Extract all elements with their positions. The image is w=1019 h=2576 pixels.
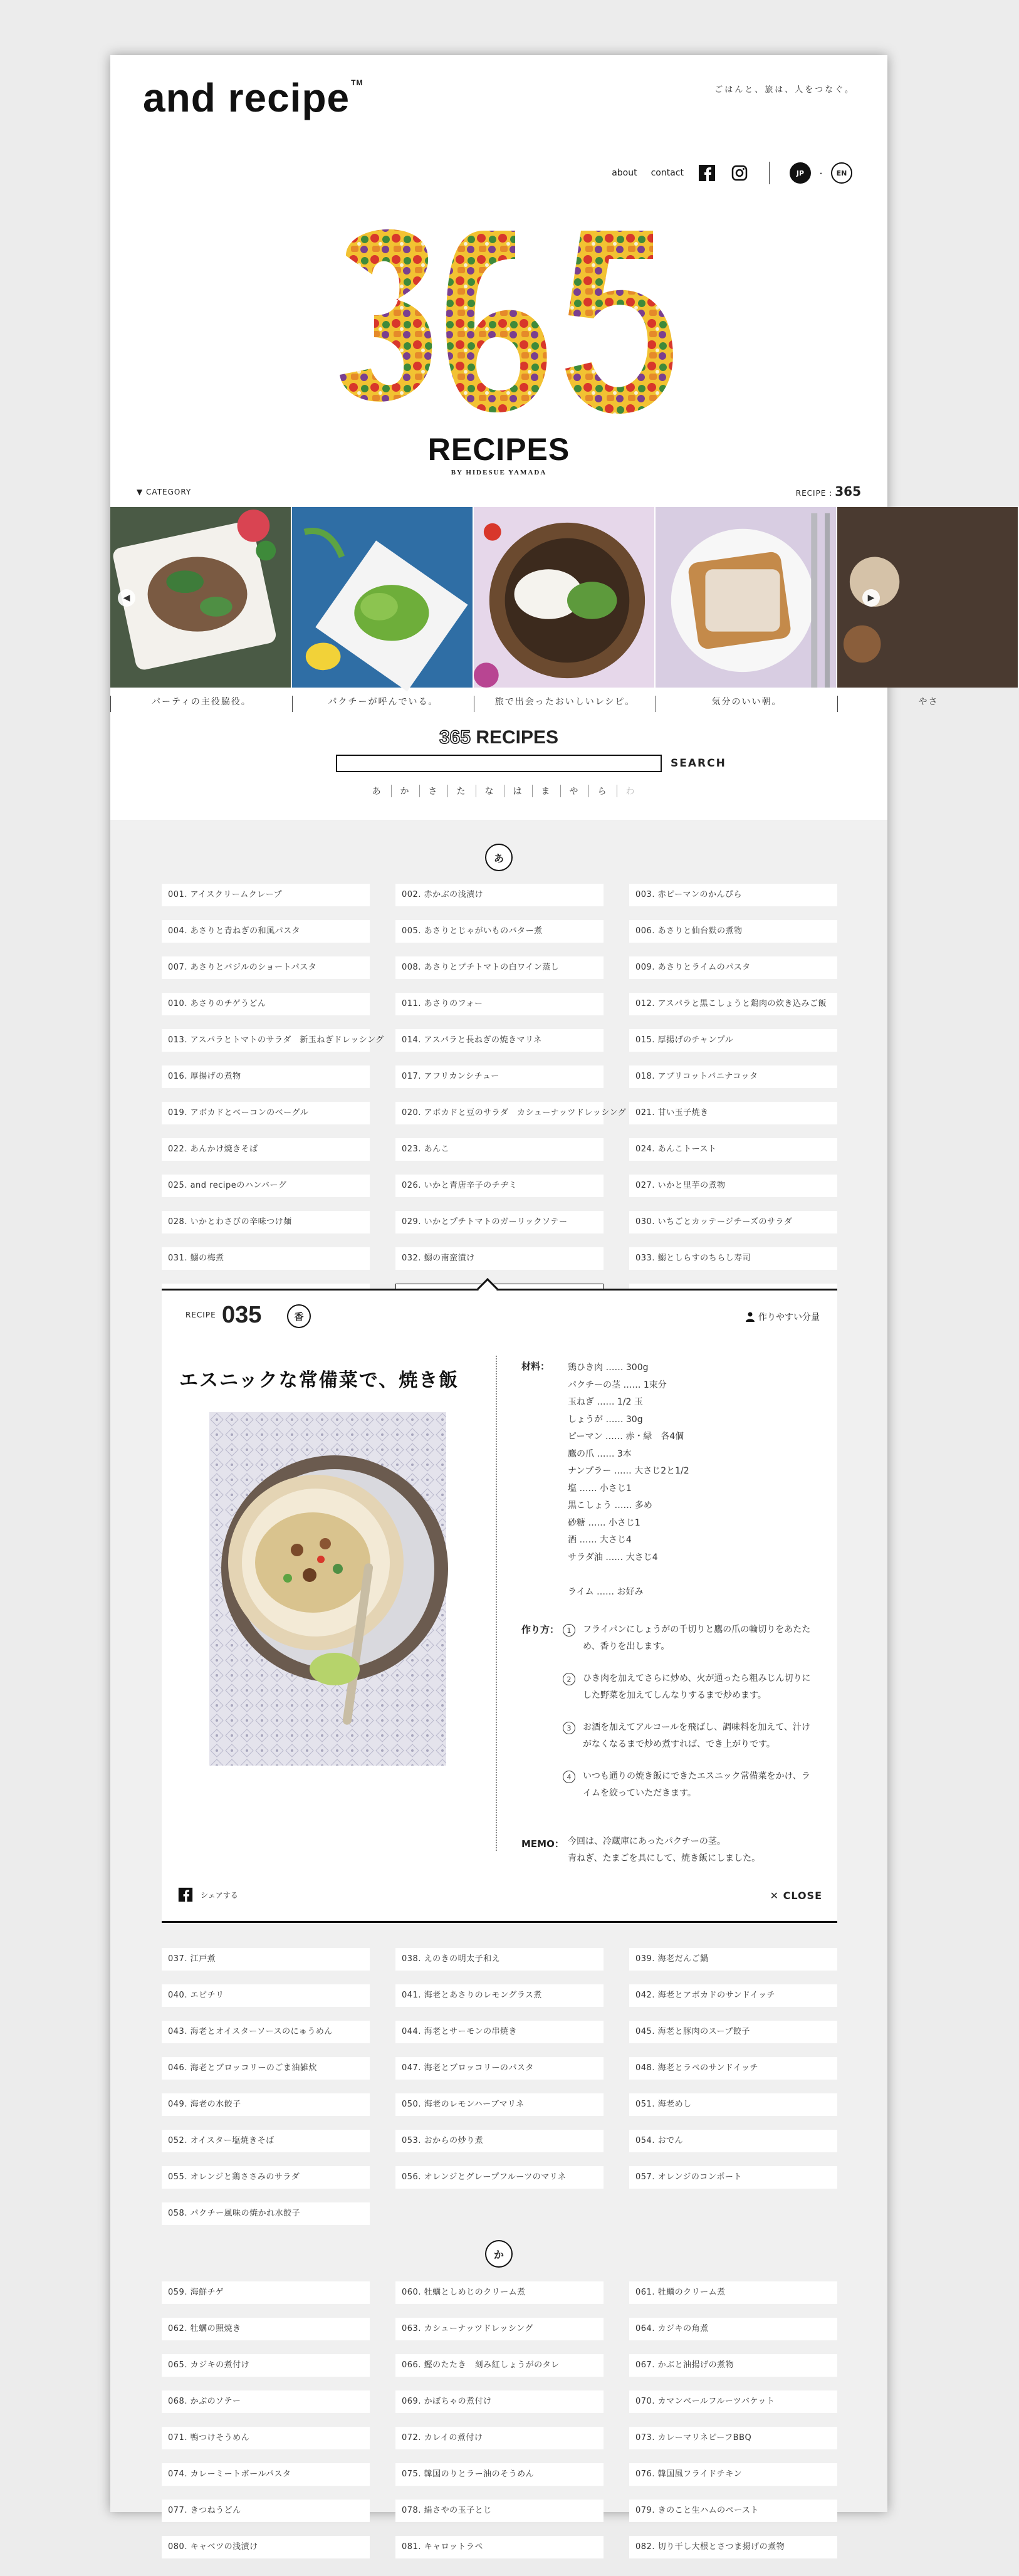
- step-text: フライパンにしょうがの千切りと鷹の爪の輪切りをあたため、香りを出します。: [583, 1625, 811, 1652]
- kana-filter-row: [110, 785, 887, 797]
- search-title-number: 365: [439, 727, 471, 748]
- carousel-prev-button[interactable]: [118, 589, 135, 607]
- recipe-list-item[interactable]: 025. and recipeのハンバーグ: [162, 1175, 370, 1197]
- recipe-list-item[interactable]: 014. アスパラと長ねぎの焼きマリネ: [395, 1029, 604, 1052]
- recipe-list-item[interactable]: 040. エビチリ: [162, 1984, 370, 2007]
- recipe-list-item[interactable]: 077. きつねうどん: [162, 2500, 370, 2522]
- recipe-list-item[interactable]: 045. 海老と豚肉のスープ餃子: [629, 2021, 837, 2043]
- ingredient-spacer: [568, 1566, 689, 1584]
- recipe-grid-ka: [162, 2281, 837, 2558]
- recipe-list-item[interactable]: 081. キャロットラペ: [395, 2536, 604, 2558]
- section-heading-ka: か: [485, 2240, 513, 2268]
- recipe-list-item[interactable]: 012. アスパラと黒こしょうと鶏肉の炊き込みご飯: [629, 993, 837, 1015]
- recipe-list-item[interactable]: 016. 厚揚げの煮物: [162, 1065, 370, 1088]
- carousel-photo-party: [110, 506, 291, 688]
- kana-filter-ya[interactable]: や: [560, 785, 578, 797]
- arrow-right-icon: ▶: [867, 593, 875, 603]
- recipe-list-item[interactable]: 068. かぶのソテー: [162, 2390, 370, 2413]
- ingredient: 玉ねぎ …… 1/2 玉: [568, 1397, 643, 1407]
- recipe-list-item[interactable]: 064. カジキの角煮: [629, 2318, 837, 2340]
- recipe-list-item[interactable]: 004. あさりと青ねぎの和風パスタ: [162, 920, 370, 943]
- close-button[interactable]: [770, 1890, 822, 1902]
- recipe-list-item[interactable]: 080. キャベツの浅漬け: [162, 2536, 370, 2558]
- kana-filter-ha[interactable]: は: [504, 785, 522, 797]
- recipe-list-item[interactable]: 038. えのきの明太子和え: [395, 1948, 604, 1971]
- ingredient: しょうが …… 30g: [568, 1414, 643, 1425]
- recipe-list-item[interactable]: 021. 甘い玉子焼き: [629, 1102, 837, 1124]
- carousel-caption[interactable]: パーティの主役脇役。: [110, 696, 292, 712]
- recipe-list-item[interactable]: 026. いかと青唐辛子のチヂミ: [395, 1175, 604, 1197]
- logo-trademark: TM: [351, 78, 363, 87]
- step-number: 3: [563, 1722, 575, 1734]
- recipe-list-item[interactable]: 041. 海老とあさりのレモングラス煮: [395, 1984, 604, 2007]
- step-number: 1: [563, 1624, 575, 1636]
- ingredient: ナンプラー …… 大さじ2と1/2: [568, 1466, 689, 1476]
- detail-recipe-number: 035: [222, 1302, 262, 1328]
- facebook-icon: [178, 1887, 193, 1902]
- search-input[interactable]: [336, 755, 662, 772]
- recipe-list-item[interactable]: 052. オイスター塩焼きそば: [162, 2130, 370, 2152]
- recipe-list-item[interactable]: 028. いかとわさびの辛味つけ麺: [162, 1211, 370, 1233]
- recipe-list-item[interactable]: 079. きのこと生ハムのペースト: [629, 2500, 837, 2522]
- ingredient: サラダ油 …… 大さじ4: [568, 1552, 658, 1563]
- carousel-slide[interactable]: [110, 506, 292, 688]
- carousel-caption[interactable]: パクチーが呼んでいる。: [292, 696, 474, 712]
- close-label: CLOSE: [783, 1890, 822, 1902]
- recipe-list-item[interactable]: 070. カマンベールフルーツバケット: [629, 2390, 837, 2413]
- recipe-list-item[interactable]: 057. オレンジのコンポート: [629, 2166, 837, 2189]
- recipe-list-item[interactable]: 053. おからの炒り煮: [395, 2130, 604, 2152]
- detail-recipe-photo: [209, 1412, 446, 1766]
- carousel-caption[interactable]: 旅で出会ったおいしいレシピ。: [474, 696, 656, 712]
- person-icon: [746, 1312, 755, 1322]
- recipe-list-item[interactable]: 054. おでん: [629, 2130, 837, 2152]
- recipe-detail-panel: [162, 1289, 837, 1923]
- recipe-list-item[interactable]: 056. オレンジとグレープフルーツのマリネ: [395, 2166, 604, 2189]
- recipe-list-item[interactable]: 031. 鰯の梅煮: [162, 1247, 370, 1270]
- carousel-caption[interactable]: やさ: [837, 696, 1019, 712]
- recipe-list-item[interactable]: 003. 赤ピーマンのかんぴら: [629, 884, 837, 906]
- recipe-list-item[interactable]: 046. 海老とブロッコリーのごま油雑炊: [162, 2057, 370, 2080]
- page-card: [110, 55, 939, 2552]
- ingredient: 塩 …… 小さじ1: [568, 1483, 632, 1494]
- recipe-list-item[interactable]: 009. あさりとライムのパスタ: [629, 956, 837, 979]
- recipe-list-item[interactable]: 044. 海老とサーモンの串焼き: [395, 2021, 604, 2043]
- recipe-list-item[interactable]: 067. かぶと油揚げの煮物: [629, 2354, 837, 2377]
- recipe-list-item[interactable]: 006. あさりと仙台麩の煮物: [629, 920, 837, 943]
- detail-kana-badge: 香: [287, 1304, 311, 1328]
- nav-divider: [769, 162, 770, 184]
- kana-filter-ka[interactable]: か: [391, 785, 409, 797]
- recipe-list-item[interactable]: 023. あんこ: [395, 1138, 604, 1161]
- section-heading-a: あ: [485, 844, 513, 871]
- recipe-list-item[interactable]: 048. 海老とラペのサンドイッチ: [629, 2057, 837, 2080]
- recipe-list-item[interactable]: 019. アボカドとベーコンのベーグル: [162, 1102, 370, 1124]
- recipe-list-item[interactable]: 076. 韓国風フライドチキン: [629, 2463, 837, 2486]
- memo-text: [568, 1833, 825, 1867]
- ingredient: パクチーの茎 …… 1束分: [568, 1380, 667, 1390]
- recipe-list-item[interactable]: 039. 海老だんご鍋: [629, 1948, 837, 1971]
- recipe-list-item[interactable]: 027. いかと里芋の煮物: [629, 1175, 837, 1197]
- contact-link[interactable]: contact: [651, 168, 684, 178]
- recipe-list-item[interactable]: 063. カシューナッツドレッシング: [395, 2318, 604, 2340]
- method-step: [563, 1719, 813, 1753]
- step-number: 2: [563, 1673, 575, 1685]
- recipe-list-item[interactable]: 033. 鰯としらすのちらし寿司: [629, 1247, 837, 1270]
- method-step: [563, 1768, 813, 1802]
- recipe-list-item[interactable]: 066. 鰹のたたき 刻み紅しょうがのタレ: [395, 2354, 604, 2377]
- ingredient: 黒こしょう …… 多め: [568, 1500, 652, 1511]
- recipe-list-item[interactable]: 020. アボカドと豆のサラダ カシューナッツドレッシング: [395, 1102, 604, 1124]
- step-text: ひき肉を加えてさらに炒め、火が通ったら粗みじん切りにした野菜を加えてしんなりするまで炒めます。: [583, 1673, 811, 1700]
- carousel-photo-coriander: [292, 506, 473, 688]
- recipe-count: [796, 484, 861, 499]
- recipe-list-item[interactable]: 032. 鰯の南蛮漬け: [395, 1247, 604, 1270]
- memo-line: 今回は、冷蔵庫にあったパクチーの茎。: [568, 1836, 726, 1846]
- recipe-list-item[interactable]: 001. アイスクリームクレープ: [162, 884, 370, 906]
- ingredient: 鷹の爪 …… 3本: [568, 1448, 632, 1459]
- recipe-list-item[interactable]: 075. 韓国のりとラー油のそうめん: [395, 2463, 604, 2486]
- recipe-list-item[interactable]: 024. あんこトースト: [629, 1138, 837, 1161]
- step-text: いつも通りの焼き飯にできたエスニック常備菜をかけ、ライムを絞っていただきます。: [583, 1771, 810, 1798]
- detail-serving: [746, 1311, 820, 1323]
- recipe-count-value: 365: [835, 484, 861, 499]
- kana-filter-ta[interactable]: た: [447, 785, 466, 797]
- ingredient: 砂糖 …… 小さじ1: [568, 1517, 640, 1528]
- ingredients-label: 材料：: [521, 1361, 550, 1372]
- detail-serving-text: 作りやすい分量: [758, 1312, 820, 1322]
- recipe-list-item[interactable]: 069. かぼちゃの煮付け: [395, 2390, 604, 2413]
- about-link[interactable]: about: [612, 168, 637, 178]
- ingredient: 鶏ひき肉 …… 300g: [568, 1363, 649, 1373]
- recipe-list-item[interactable]: 030. いちごとカッテージチーズのサラダ: [629, 1211, 837, 1233]
- recipe-list-item[interactable]: 049. 海老の水餃子: [162, 2093, 370, 2116]
- ingredient: 酒 …… 大さじ4: [568, 1535, 632, 1545]
- hero-title: RECIPES: [427, 432, 570, 467]
- share-label: シェアする: [201, 1890, 238, 1900]
- lang-en-button[interactable]: EN: [831, 162, 852, 184]
- search-button[interactable]: SEARCH: [671, 757, 726, 770]
- search-title: [110, 727, 887, 748]
- category-toggle[interactable]: ▼ CATEGORY: [137, 488, 192, 496]
- ingredient: ピーマン …… 赤・緑 各4個: [568, 1432, 684, 1442]
- recipe-list-item[interactable]: 050. 海老のレモンハーブマリネ: [395, 2093, 604, 2116]
- recipe-list-item[interactable]: 011. あさりのフォー: [395, 993, 604, 1015]
- recipe-list-item[interactable]: 015. 厚揚げのチャンプル: [629, 1029, 837, 1052]
- ingredient: ライム …… お好み: [568, 1586, 644, 1597]
- recipe-list-item[interactable]: 042. 海老とアボカドのサンドイッチ: [629, 1984, 837, 2007]
- recipe-list-item[interactable]: 062. 牡蠣の照焼き: [162, 2318, 370, 2340]
- lang-separator: ・: [817, 169, 825, 178]
- hero-byline: BY HIDESUE YAMADA: [451, 469, 547, 476]
- top-navigation: [612, 162, 852, 184]
- recipe-list-item[interactable]: 043. 海老とオイスターソースのにゅうめん: [162, 2021, 370, 2043]
- carousel-slide[interactable]: [656, 506, 837, 688]
- recipe-list-item[interactable]: 059. 海鮮チゲ: [162, 2281, 370, 2304]
- kana-filter-ra[interactable]: ら: [588, 785, 607, 797]
- kana-filter-a[interactable]: あ: [372, 787, 381, 797]
- site-logo[interactable]: and recipe ™: [143, 75, 363, 120]
- recipe-list-item[interactable]: 022. あんかけ焼きそば: [162, 1138, 370, 1161]
- carousel-captions: [110, 696, 939, 712]
- recipe-list-item[interactable]: 060. 牡蠣としめじのクリーム煮: [395, 2281, 604, 2304]
- recipe-list-item[interactable]: 010. あさりのチゲうどん: [162, 993, 370, 1015]
- recipe-grid-a-bottom: [162, 1948, 837, 2225]
- recipe-list-item[interactable]: 082. 切り干し大根とさつま揚げの煮物: [629, 2536, 837, 2558]
- carousel-photo-morning: [656, 506, 836, 688]
- recipe-list-item[interactable]: 002. 赤かぶの浅漬け: [395, 884, 604, 906]
- recipe-list-item[interactable]: 017. アフリカンシチュー: [395, 1065, 604, 1088]
- detail-recipe-label: RECIPE: [186, 1311, 216, 1319]
- recipe-list-item[interactable]: 072. カレイの煮付け: [395, 2427, 604, 2449]
- arrow-left-icon: ◀: [123, 593, 130, 603]
- recipe-list-item[interactable]: 029. いかとプチトマトのガーリックソテー: [395, 1211, 604, 1233]
- recipe-list-item[interactable]: 018. アプリコットパニナコッタ: [629, 1065, 837, 1088]
- kana-filter-sa[interactable]: さ: [419, 785, 437, 797]
- recipe-list-item[interactable]: 008. あさりとプチトマトの白ワイン蒸し: [395, 956, 604, 979]
- method-steps: [563, 1621, 813, 1817]
- method-step: [563, 1670, 813, 1704]
- recipe-grid-a-top: [162, 884, 837, 1306]
- kana-filter-wa[interactable]: わ: [617, 785, 635, 797]
- detail-title: エスニックな常備菜で、焼き飯: [179, 1369, 459, 1391]
- recipe-list-item[interactable]: 071. 鴨つけそうめん: [162, 2427, 370, 2449]
- recipe-list-item[interactable]: 007. あさりとバジルのショートパスタ: [162, 956, 370, 979]
- carousel-slide[interactable]: [474, 506, 656, 688]
- recipe-list-item[interactable]: 013. アスパラとトマトのサラダ 新玉ねぎドレッシング: [162, 1029, 370, 1052]
- recipe-list-item[interactable]: 047. 海老とブロッコリーのパスタ: [395, 2057, 604, 2080]
- detail-divider: [496, 1356, 497, 1851]
- hero-365-food-artwork: [327, 212, 671, 425]
- recipe-list-item[interactable]: 073. カレーマリネビーフBBQ: [629, 2427, 837, 2449]
- kana-filter-na[interactable]: な: [476, 785, 494, 797]
- memo-label: MEMO：: [521, 1838, 564, 1850]
- memo-line: 青ねぎ、たまごを具にして、焼き飯にしました。: [568, 1853, 761, 1863]
- step-text: お酒を加えてアルコールを飛ばし、調味料を加えて、汁けがなくなるまで炒め煮すれば、でき上がりです。: [583, 1722, 810, 1749]
- share-button[interactable]: [178, 1887, 238, 1902]
- recipe-list-item[interactable]: 061. 牡蠣のクリーム煮: [629, 2281, 837, 2304]
- instagram-icon[interactable]: [730, 164, 749, 182]
- lang-jp-button[interactable]: JP: [790, 162, 811, 184]
- recipe-list-item[interactable]: 058. パクチー風味の焼かれ水餃子: [162, 2202, 370, 2225]
- facebook-icon[interactable]: [698, 164, 716, 182]
- carousel-caption[interactable]: 気分のいい朝。: [656, 696, 837, 712]
- recipe-carousel: [110, 506, 887, 688]
- recipe-count-label: RECIPE :: [795, 489, 833, 498]
- carousel-slide[interactable]: [292, 506, 474, 688]
- recipe-list-item[interactable]: 065. カジキの煮付け: [162, 2354, 370, 2377]
- recipe-list-item[interactable]: 051. 海老めし: [629, 2093, 837, 2116]
- carousel-photo-travel-recipe: [474, 506, 654, 688]
- recipe-list-item[interactable]: 078. 絹さやの玉子とじ: [395, 2500, 604, 2522]
- recipe-list-item[interactable]: 074. カレーミートボールパスタ: [162, 2463, 370, 2486]
- carousel-next-button[interactable]: [862, 589, 880, 607]
- step-number: 4: [563, 1771, 575, 1783]
- recipe-list-item[interactable]: 037. 江戸煮: [162, 1948, 370, 1971]
- ingredients-list: [568, 1359, 689, 1601]
- recipe-list-item[interactable]: 055. オレンジと鶏ささみのサラダ: [162, 2166, 370, 2189]
- kana-filter-ma[interactable]: ま: [532, 785, 550, 797]
- tagline: ごはんと、旅は、人をつなぐ。: [714, 85, 855, 95]
- method-label: 作り方：: [521, 1624, 560, 1635]
- recipe-list-item[interactable]: 005. あさりとじゃがいものバター煮: [395, 920, 604, 943]
- search-title-text: RECIPES: [471, 727, 559, 748]
- close-icon: ✕: [770, 1890, 783, 1902]
- method-step: [563, 1621, 813, 1655]
